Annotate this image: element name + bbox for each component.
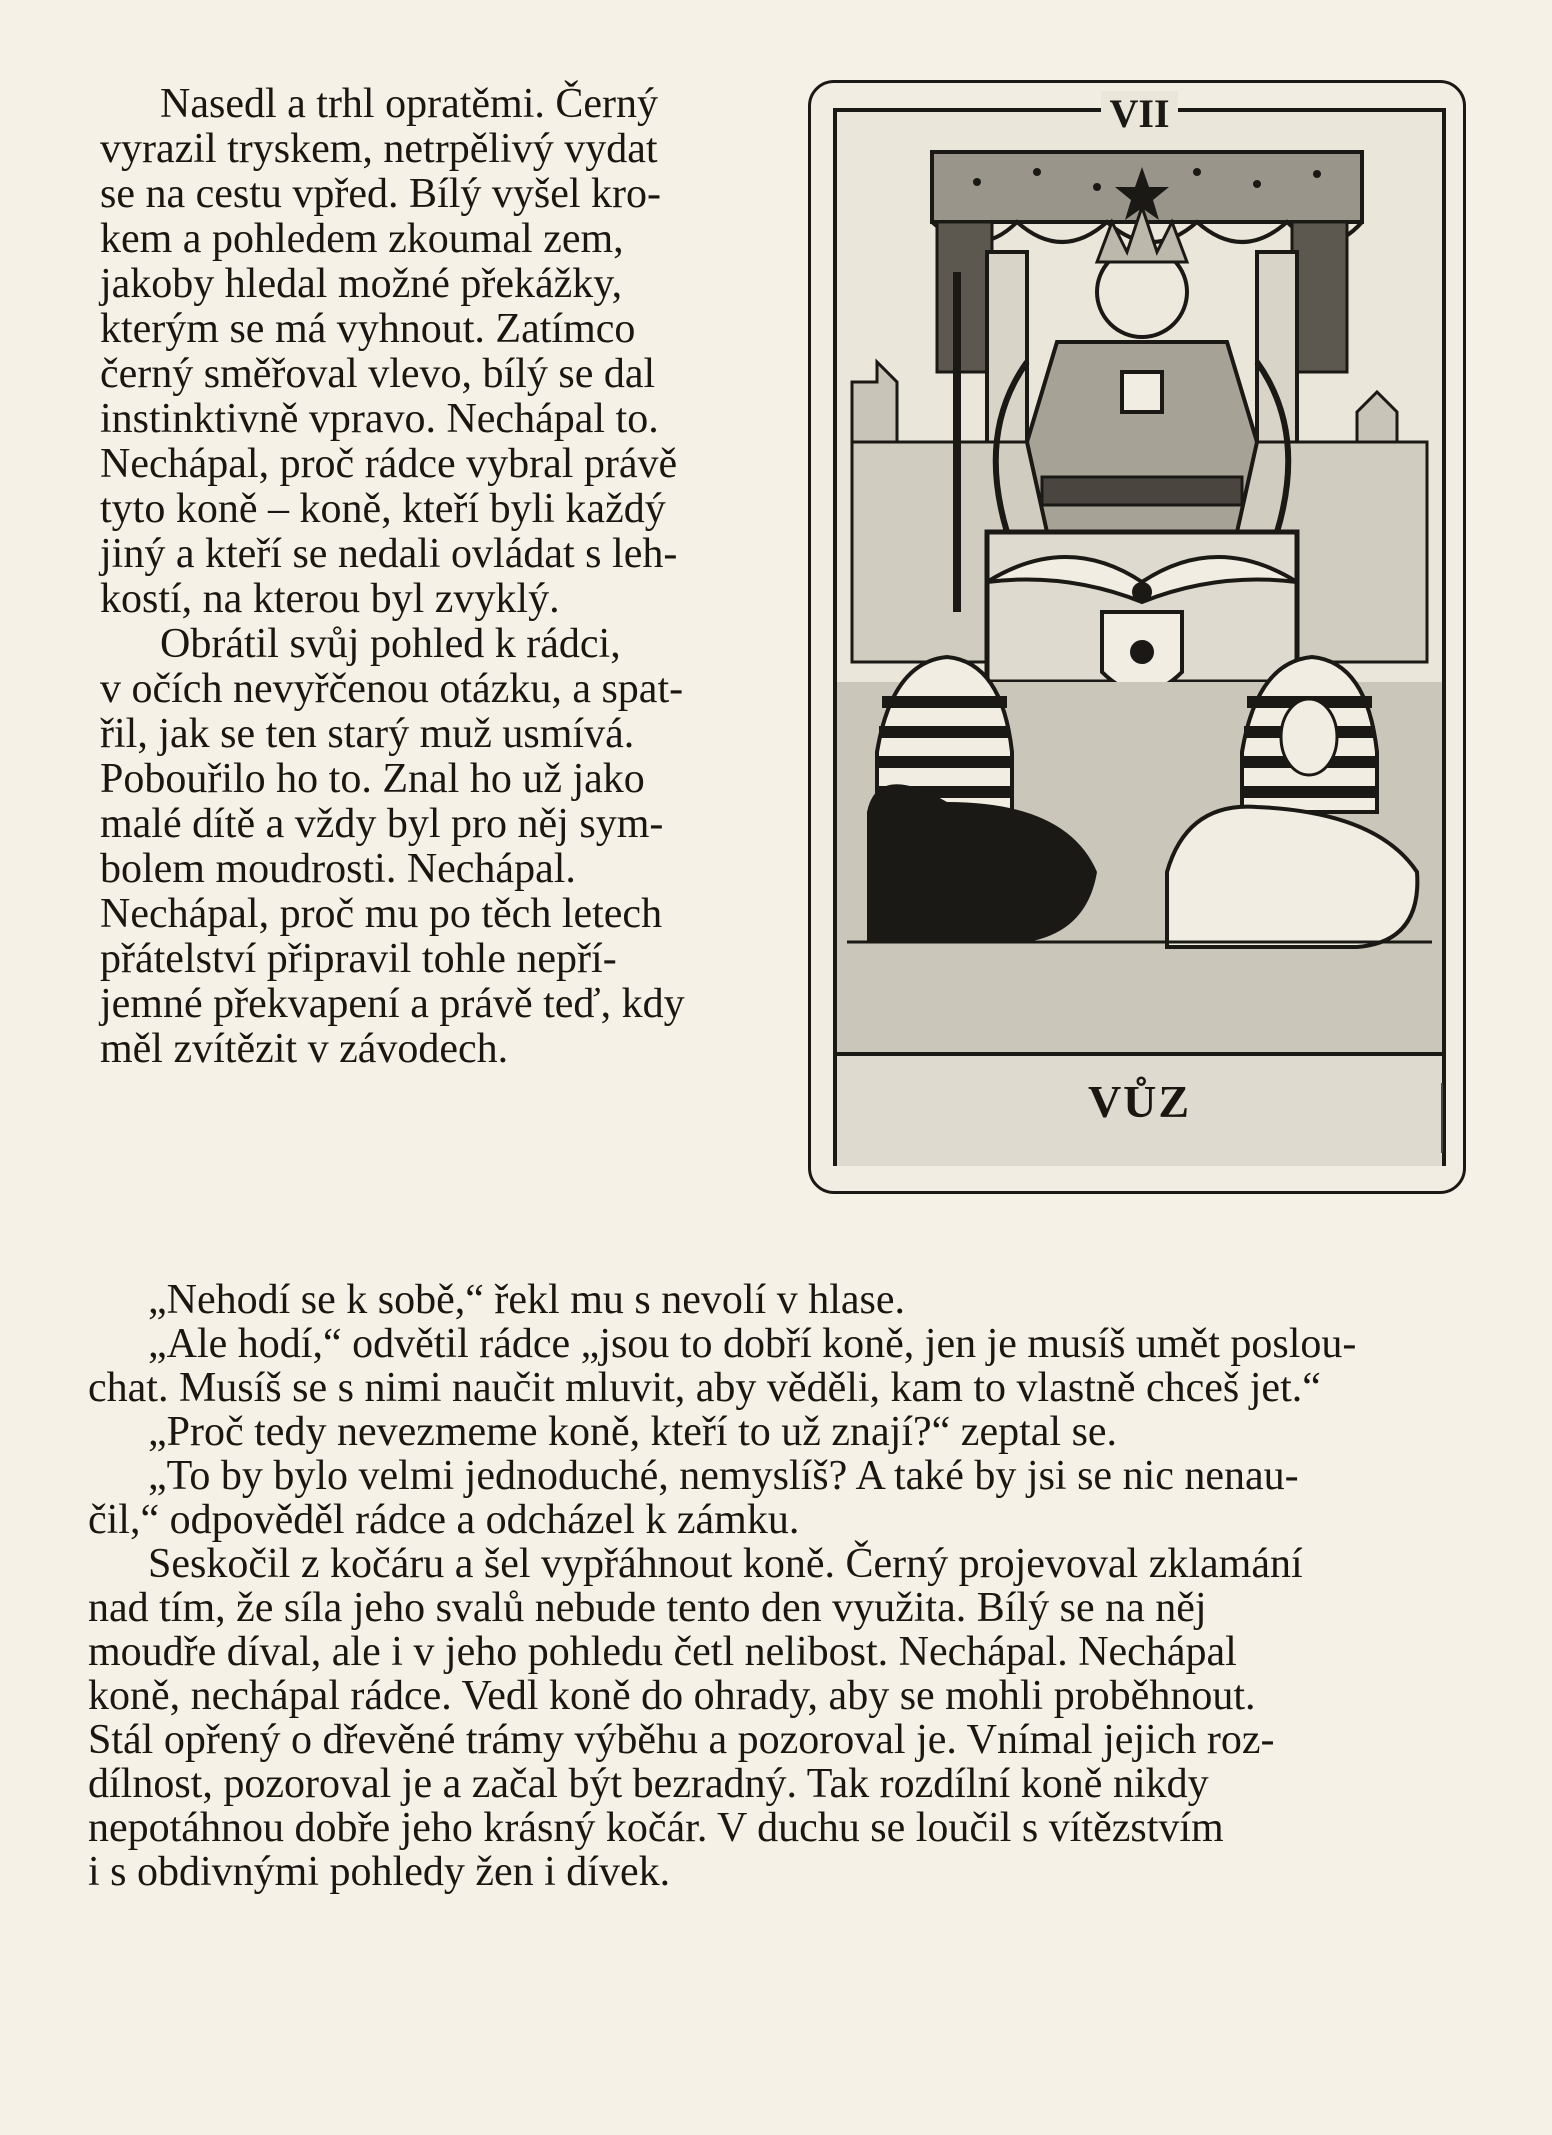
text-line: „Nehodí se k sobě,“ řekl mu s nevolí v hlase.	[148, 1277, 905, 1323]
text-line: kterým se má vyhnout. Zatímco	[100, 306, 636, 352]
text-line: kem a pohledem zkoumal zem,	[100, 216, 624, 262]
tarot-card	[808, 80, 1466, 1194]
wrapped-text-column	[100, 82, 760, 1072]
text-line: chat. Musíš se s nimi naučit mluvit, aby věděli, kam to vlastně chceš jet.“	[88, 1365, 1321, 1411]
text-line: jemné překvapení a právě teď, kdy	[100, 981, 685, 1027]
card-numeral: VII	[837, 94, 1442, 134]
text-line: tyto koně – koně, kteří byli každý	[100, 486, 666, 532]
text-line: moudře díval, ale i v jeho pohledu četl nelibost. Nechápal. Nechápal	[88, 1629, 1237, 1675]
text-line: Obrátil svůj pohled k rádci,	[160, 621, 621, 667]
text-line: čil,“ odpověděl rádce a odcházel k zámku.	[88, 1497, 800, 1543]
text-line: i s obdivnými pohledy žen i dívek.	[88, 1849, 671, 1895]
text-line: instinktivně vpravo. Nechápal to.	[100, 396, 659, 442]
chariot-illustration	[837, 112, 1442, 1052]
text-line: kostí, na kterou byl zvyklý.	[100, 576, 560, 622]
text-line: jakoby hledal možné překážky,	[100, 261, 623, 307]
text-line: nad tím, že síla jeho svalů nebude tento den využita. Bílý se na něj	[88, 1585, 1207, 1631]
text-line: se na cestu vpřed. Bílý vyšel kro-	[100, 171, 662, 217]
text-line: vyrazil tryskem, netrpělivý vydat	[100, 126, 658, 172]
text-line: bolem moudrosti. Nechápal.	[100, 846, 576, 892]
card-frame	[833, 91, 1446, 1166]
text-line: v očích nevyřčenou otázku, a spat-	[100, 666, 684, 712]
text-line: Nasedl a trhl opratěmi. Černý	[160, 81, 659, 127]
text-line: Stál opřený o dřevěné trámy výběhu a pozoroval je. Vnímal jejich roz-	[88, 1717, 1275, 1763]
full-width-text	[88, 1278, 1468, 1894]
text-line: Nechápal, proč rádce vybral právě	[100, 441, 678, 487]
text-line: dílnost, pozoroval je a začal být bezradný. Tak rozdílní koně nikdy	[88, 1761, 1209, 1807]
text-line: „To by bylo velmi jednoduché, nemyslíš? A také by jsi se nic nenau-	[148, 1453, 1299, 1499]
text-line: nepotáhnou dobře jeho krásný kočár. V duchu se loučil s vítězstvím	[88, 1805, 1224, 1851]
text-line: „Proč tedy nevezmeme koně, kteří to už znají?“ zeptal se.	[148, 1409, 1118, 1455]
text-line: Nechápal, proč mu po těch letech	[100, 891, 663, 937]
text-line: řil, jak se ten starý muž usmívá.	[100, 711, 635, 757]
card-edge-mark	[1441, 1083, 1451, 1153]
text-line: malé dítě a vždy byl pro něj sym-	[100, 801, 664, 847]
text-line: černý směřoval vlevo, bílý se dal	[100, 351, 656, 397]
text-line: jiný a kteří se nedali ovládat s leh-	[100, 531, 678, 577]
text-line: Pobouřilo ho to. Znal ho už jako	[100, 756, 645, 802]
card-title: VŮZ	[1087, 1076, 1192, 1127]
text-line: přátelství připravil tohle nepří-	[100, 936, 617, 982]
text-line: měl zvítězit v závodech.	[100, 1026, 509, 1072]
text-line: Seskočil z kočáru a šel vypřáhnout koně. Černý projevoval zklamání	[148, 1541, 1303, 1587]
text-line: „Ale hodí,“ odvětil rádce „jsou to dobří koně, jen je musíš umět poslou-	[148, 1321, 1357, 1367]
text-line: koně, nechápal rádce. Vedl koně do ohrady, aby se mohli proběhnout.	[88, 1673, 1256, 1719]
